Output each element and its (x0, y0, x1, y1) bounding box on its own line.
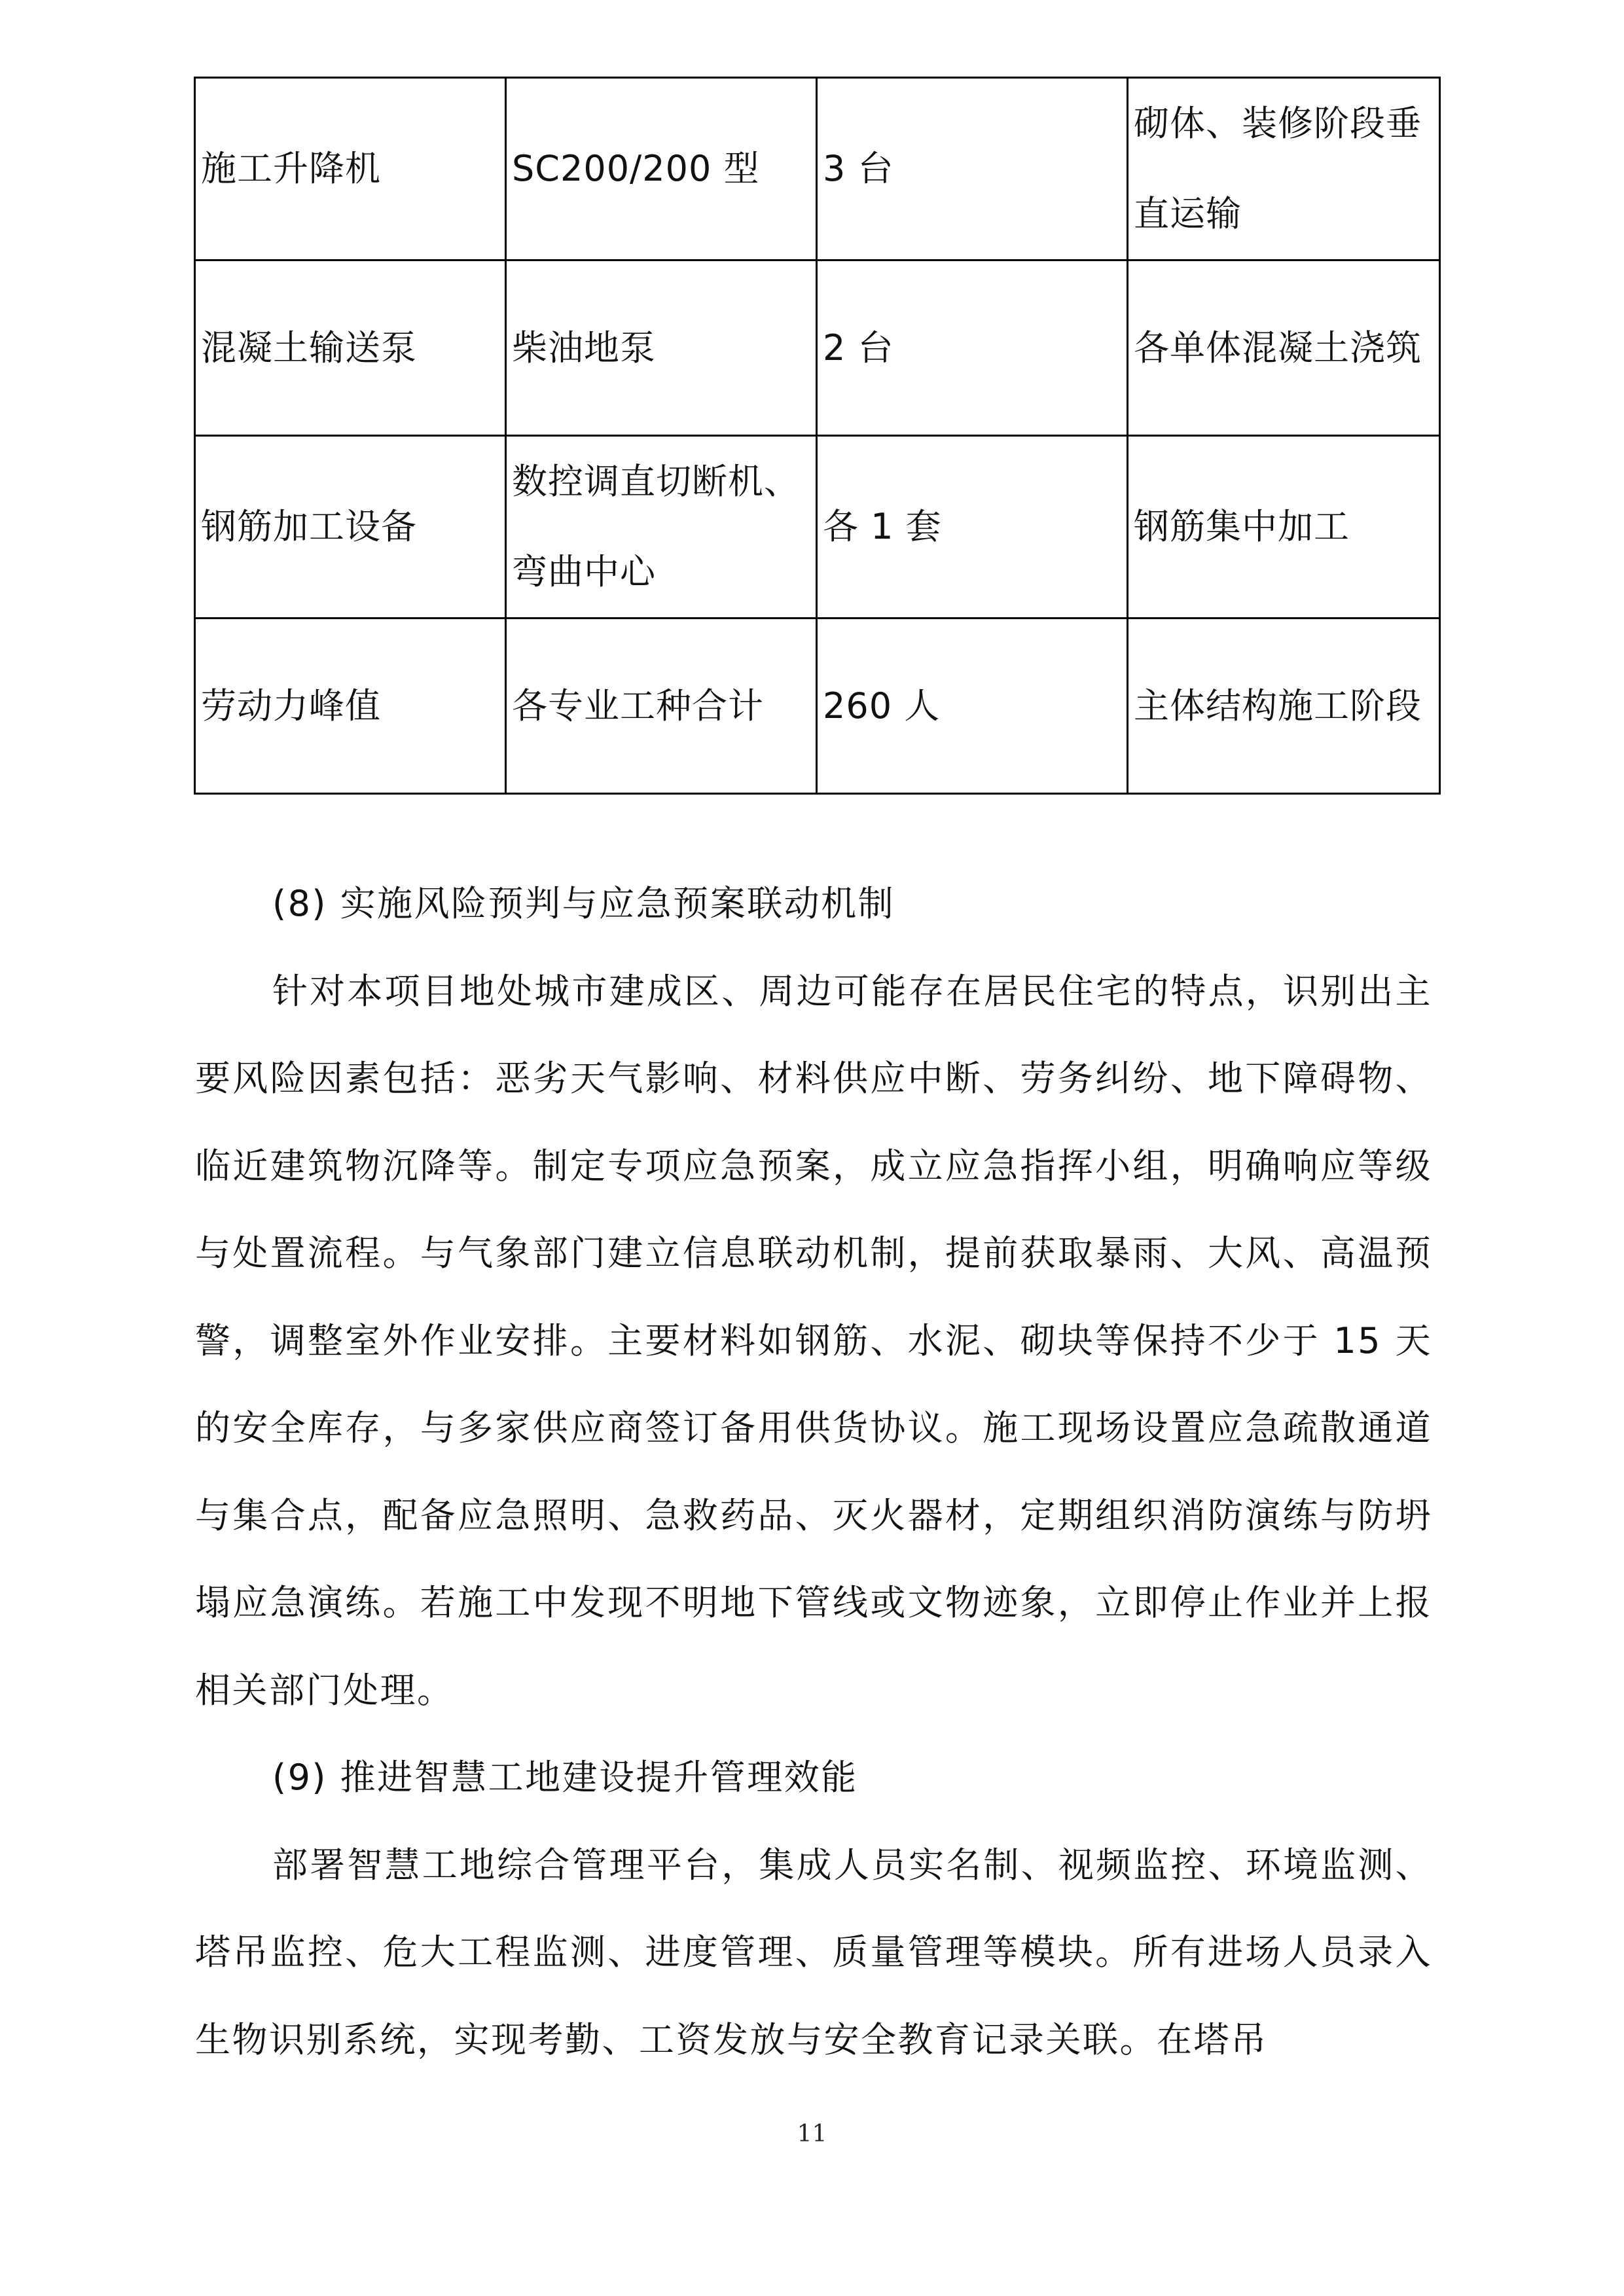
body-content (195, 860, 1432, 2083)
table-cell: 2 台 (817, 260, 1128, 436)
table-cell: 主体结构施工阶段 (1128, 619, 1440, 794)
table-cell: 施工升降机 (195, 78, 506, 260)
section-8-paragraph: 针对本项目地处城市建成区、周边可能存在居民住宅的特点，识别出主要风险因素包括：恶劣天气影响、材料供应中断、劳务纠纷、地下障碍物、临近建筑物沉降等。制定专项应急预案，成立应急指挥小组，明确响应等级与处置流程。与气象部门建立信息联动机制，提前获取暴雨、大风、高温预警，调整室外作业安排。主要材料如钢筋、水泥、砌块等保持不少于 15 天的安全库存，与多家供应商签订备用供货协议。施工现场设置应急疏散通道与集合点，配备应急照明、急救药品、灭火器材，定期组织消防演练与防坍塌应急演练。若施工中发现不明地下管线或文物迹象，立即停止作业并上报相关部门处理。 (195, 970, 1432, 1711)
table-cell: 各单体混凝土浇筑 (1128, 260, 1440, 436)
section-9-paragraph: 部署智慧工地综合管理平台，集成人员实名制、视频监控、环境监测、塔吊监控、危大工程监测、进度管理、质量管理等模块。所有进场人员录入生物识别系统，实现考勤、工资发放与安全教育记录关联。在塔吊 (195, 1844, 1432, 2060)
table-row (195, 260, 1440, 436)
section-9-heading: (9) 推进智慧工地建设提升管理效能 (272, 1757, 858, 1798)
table-cell: 3 台 (817, 78, 1128, 260)
table-row (195, 436, 1440, 619)
table-cell: 柴油地泵 (506, 260, 817, 436)
table-row (195, 78, 1440, 260)
section-8-heading: (8) 实施风险预判与应急预案联动机制 (272, 883, 895, 924)
equipment-table (194, 77, 1441, 795)
table-cell: 劳动力峰值 (195, 619, 506, 794)
table-cell: 钢筋加工设备 (195, 436, 506, 619)
table-cell: 各专业工种合计 (506, 619, 817, 794)
table-cell: 260 人 (817, 619, 1128, 794)
table-cell: 钢筋集中加工 (1128, 436, 1440, 619)
table-cell: 砌体、装修阶段垂直运输 (1128, 78, 1440, 260)
page-number: 11 (797, 2121, 827, 2147)
table-cell: SC200/200 型 (506, 78, 817, 260)
table-cell: 各 1 套 (817, 436, 1128, 619)
table-cell: 混凝土输送泵 (195, 260, 506, 436)
table-row (195, 619, 1440, 794)
table-cell: 数控调直切断机、弯曲中心 (506, 436, 817, 619)
